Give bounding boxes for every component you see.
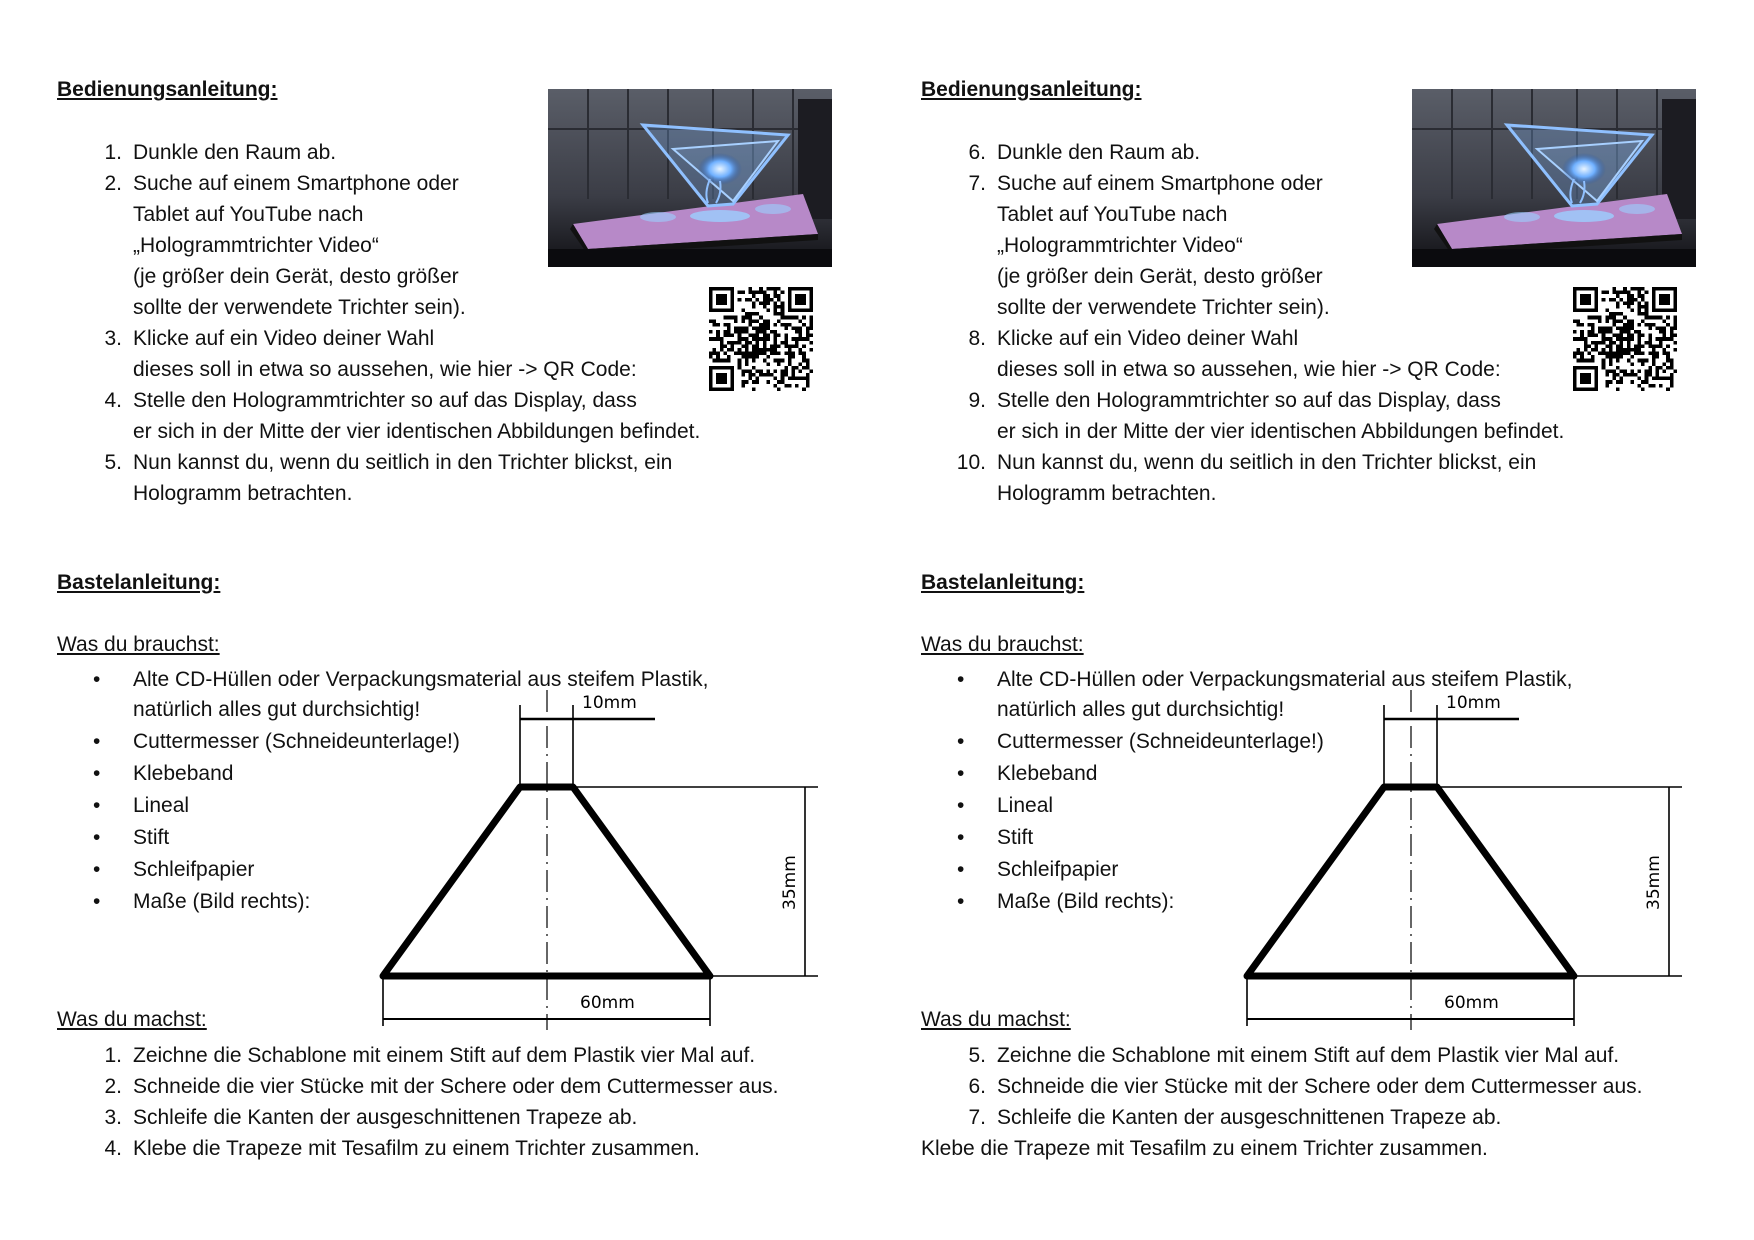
dim-label-top: 10mm xyxy=(1446,693,1501,713)
step-number: 2. xyxy=(104,172,122,195)
qr-code[interactable] xyxy=(709,287,813,391)
needs-item-text: Lineal xyxy=(133,794,190,817)
panel-right xyxy=(864,0,1741,1240)
step-number: 3. xyxy=(104,1106,122,1129)
operation-heading: Bedienungsanleitung: xyxy=(57,78,278,101)
step-text: er sich in der Mitte der vier identischen Abbildungen befindet. xyxy=(133,420,701,443)
needs-heading: Was du brauchst: xyxy=(57,633,220,656)
step-number: 4. xyxy=(104,1137,122,1160)
step-text: Nun kannst du, wenn du seitlich in den Trichter blickst, ein xyxy=(133,451,673,474)
hologram-photo xyxy=(548,89,832,267)
needs-item-text: Lineal xyxy=(997,794,1054,817)
step-text: Dunkle den Raum ab. xyxy=(133,141,337,164)
step-text: Schneide die vier Stücke mit der Schere oder dem Cuttermesser aus. xyxy=(997,1075,1643,1098)
step-text: (je größer dein Gerät, desto größer xyxy=(133,265,459,288)
qr-code-icon xyxy=(709,287,813,391)
needs-item-text: Stift xyxy=(133,826,170,849)
step-text: Klicke auf ein Video deiner Wahl xyxy=(133,327,435,350)
step-text: dieses soll in etwa so aussehen, wie hier -> QR Code: xyxy=(133,358,637,381)
trapezoid-template-drawing xyxy=(370,690,830,1040)
bullet-icon: • xyxy=(957,890,965,913)
trapezoid-template-drawing xyxy=(1234,690,1694,1040)
step-number: 4. xyxy=(104,389,122,412)
step-number: 3. xyxy=(104,327,122,350)
needs-item-text: Maße (Bild rechts): xyxy=(133,890,311,913)
needs-item-text: Klebeband xyxy=(133,762,234,785)
step-number: 6. xyxy=(968,141,986,164)
bullet-icon: • xyxy=(957,730,965,753)
step-text: Klicke auf ein Video deiner Wahl xyxy=(997,327,1299,350)
step-text: sollte der verwendete Trichter sein). xyxy=(133,296,466,319)
trapezoid-diagram xyxy=(1234,690,1694,1045)
step-text: „Hologrammtrichter Video“ xyxy=(133,234,379,257)
needs-item-text: Alte CD-Hüllen oder Verpackungsmaterial aus steifem Plastik, xyxy=(133,668,709,691)
bullet-icon: • xyxy=(93,858,101,881)
dim-label-height: 35mm xyxy=(780,855,800,910)
hologram-pyramid-photo-icon xyxy=(548,89,832,267)
step-number: 6. xyxy=(968,1075,986,1098)
bullet-icon: • xyxy=(957,826,965,849)
step-number: 7. xyxy=(968,1106,986,1129)
step-text: „Hologrammtrichter Video“ xyxy=(997,234,1243,257)
bullet-icon: • xyxy=(93,762,101,785)
step-number: 8. xyxy=(968,327,986,350)
needs-heading: Was du brauchst: xyxy=(921,633,1084,656)
bullet-icon: • xyxy=(93,794,101,817)
needs-item-text: Alte CD-Hüllen oder Verpackungsmaterial aus steifem Plastik, xyxy=(997,668,1573,691)
dim-label-height: 35mm xyxy=(1644,855,1664,910)
step-text: Schneide die vier Stücke mit der Schere oder dem Cuttermesser aus. xyxy=(133,1075,779,1098)
needs-item-text: Maße (Bild rechts): xyxy=(997,890,1175,913)
crafting-heading: Bastelanleitung: xyxy=(57,571,221,594)
step-number: 5. xyxy=(968,1044,986,1067)
bullet-icon: • xyxy=(957,668,965,691)
dim-label-top: 10mm xyxy=(582,693,637,713)
step-text: Suche auf einem Smartphone oder xyxy=(997,172,1323,195)
step-text: Stelle den Hologrammtrichter so auf das Display, dass xyxy=(133,389,637,412)
needs-item-text: Cuttermesser (Schneideunterlage!) xyxy=(997,730,1324,753)
step-number: 1. xyxy=(104,1044,122,1067)
step-text: er sich in der Mitte der vier identischen Abbildungen befindet. xyxy=(997,420,1565,443)
hologram-photo xyxy=(1412,89,1696,267)
needs-item-text: natürlich alles gut durchsichtig! xyxy=(133,698,421,721)
qr-code[interactable] xyxy=(1573,287,1677,391)
bullet-icon: • xyxy=(93,730,101,753)
operation-heading: Bedienungsanleitung: xyxy=(921,78,1142,101)
needs-item-text: Schleifpapier xyxy=(133,858,255,881)
needs-item-text: Stift xyxy=(997,826,1034,849)
step-text: Hologramm betrachten. xyxy=(133,482,353,505)
step-text: Zeichne die Schablone mit einem Stift auf dem Plastik vier Mal auf. xyxy=(997,1044,1620,1067)
step-text: Hologramm betrachten. xyxy=(997,482,1217,505)
bullet-icon: • xyxy=(93,826,101,849)
step-text: Klebe die Trapeze mit Tesafilm zu einem Trichter zusammen. xyxy=(921,1137,1488,1160)
trapezoid-diagram xyxy=(370,690,830,1045)
step-text: Zeichne die Schablone mit einem Stift auf dem Plastik vier Mal auf. xyxy=(133,1044,756,1067)
bullet-icon: • xyxy=(957,858,965,881)
step-number: 2. xyxy=(104,1075,122,1098)
bullet-icon: • xyxy=(93,890,101,913)
dim-label-bottom: 60mm xyxy=(580,993,635,1013)
do-heading: Was du machst: xyxy=(921,1008,1071,1031)
dim-label-bottom: 60mm xyxy=(1444,993,1499,1013)
step-text: Tablet auf YouTube nach xyxy=(997,203,1228,226)
step-text: dieses soll in etwa so aussehen, wie hier -> QR Code: xyxy=(997,358,1501,381)
needs-item-text: natürlich alles gut durchsichtig! xyxy=(997,698,1285,721)
bullet-icon: • xyxy=(957,762,965,785)
step-text: sollte der verwendete Trichter sein). xyxy=(997,296,1330,319)
step-text: Dunkle den Raum ab. xyxy=(997,141,1201,164)
crafting-heading: Bastelanleitung: xyxy=(921,571,1085,594)
step-number: 7. xyxy=(968,172,986,195)
bullet-icon: • xyxy=(957,794,965,817)
step-number: 1. xyxy=(104,141,122,164)
bullet-icon: • xyxy=(93,668,101,691)
step-text: (je größer dein Gerät, desto größer xyxy=(997,265,1323,288)
needs-item-text: Cuttermesser (Schneideunterlage!) xyxy=(133,730,460,753)
step-number: 5. xyxy=(104,451,122,474)
step-text: Stelle den Hologrammtrichter so auf das Display, dass xyxy=(997,389,1501,412)
hologram-pyramid-photo-icon xyxy=(1412,89,1696,267)
step-number: 10. xyxy=(956,451,986,474)
step-text: Schleife die Kanten der ausgeschnittenen Trapeze ab. xyxy=(997,1106,1502,1129)
needs-item-text: Klebeband xyxy=(997,762,1098,785)
step-number: 9. xyxy=(968,389,986,412)
step-text: Nun kannst du, wenn du seitlich in den Trichter blickst, ein xyxy=(997,451,1537,474)
do-heading: Was du machst: xyxy=(57,1008,207,1031)
step-text: Suche auf einem Smartphone oder xyxy=(133,172,459,195)
step-text: Tablet auf YouTube nach xyxy=(133,203,364,226)
qr-code-icon xyxy=(1573,287,1677,391)
step-text: Klebe die Trapeze mit Tesafilm zu einem Trichter zusammen. xyxy=(133,1137,700,1160)
step-text: Schleife die Kanten der ausgeschnittenen Trapeze ab. xyxy=(133,1106,638,1129)
needs-item-text: Schleifpapier xyxy=(997,858,1119,881)
